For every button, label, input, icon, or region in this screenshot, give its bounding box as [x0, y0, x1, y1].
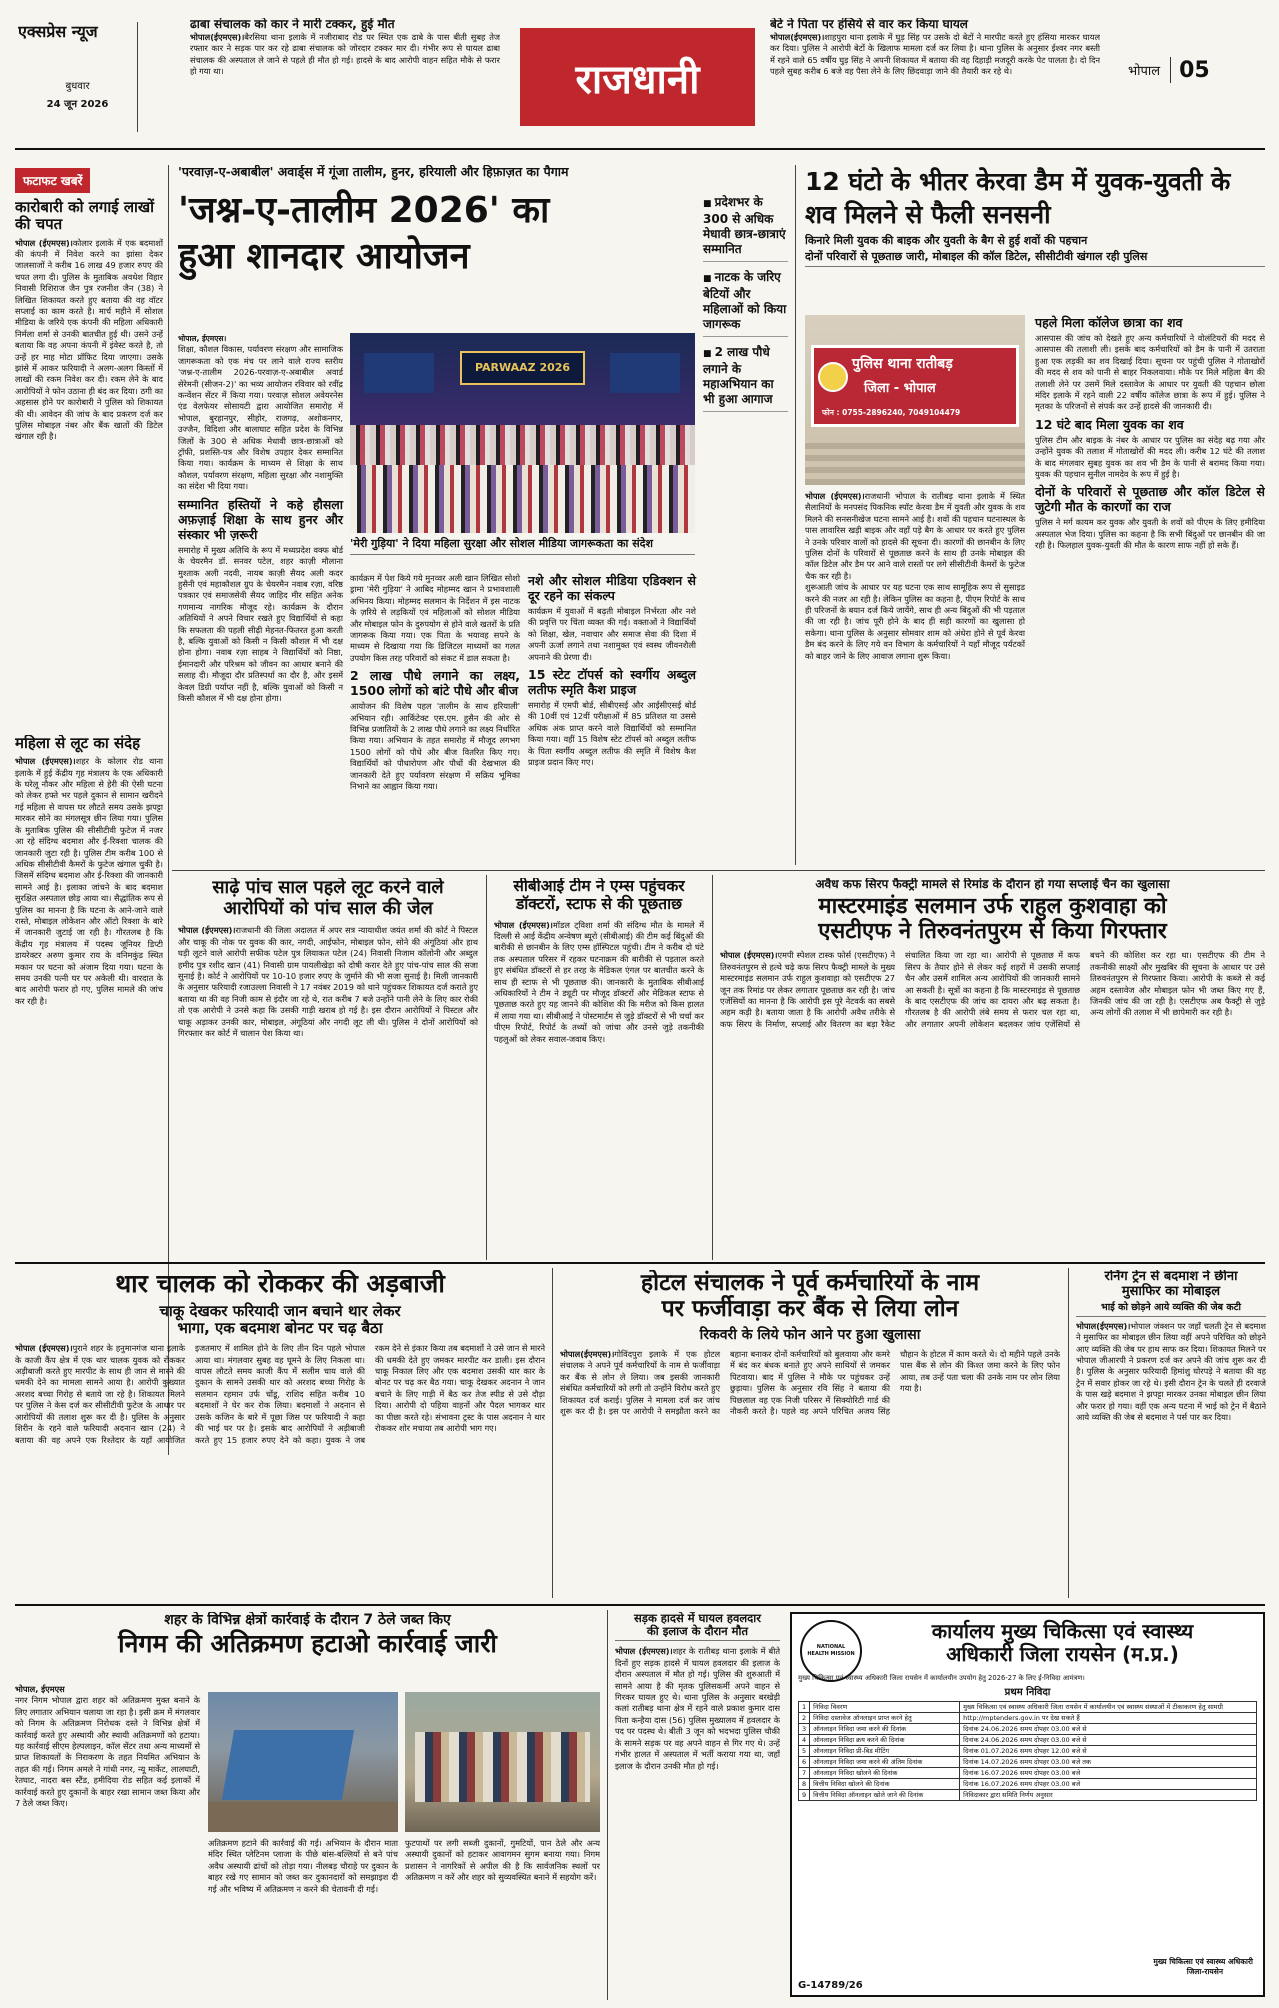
hotel-divider — [1068, 1268, 1069, 1598]
nhm-row-no: 3 — [799, 1723, 810, 1734]
nhm-row-no: 9 — [799, 1789, 810, 1800]
nhm-row-detail: दिनांक 01.07.2026 समय दोपहर 12.00 बजे से — [960, 1745, 1257, 1756]
nhm-row-item: निविदा विवरण — [810, 1701, 960, 1712]
mid-rule-2 — [15, 1262, 1265, 1264]
nhm-tender — [790, 1612, 1265, 1997]
kerwa-body-3: आसपास की जांच को देखते हुए अन्य कर्मचारियों ने वोलंटियरों की मदद से आसपास की तलाशी ली। इसके बाद कर्मचारियों को डैम के पानी में उतराता हुआ एक लड़की का शव दिखाई दिया। सूचना पर पहुंची पुलिस ने गोताखोरों की मदद से शव को पानी से बाहर निकलवाया। मौके पर मिले महिला बैग की तलाशी लेने पर उसमें मिले दस्तावेज के आधार पर युवती की पहचान छोला मंदिर इलाके में रहने वाली 22 वर्षीय कॉलेज छात्रा के रूप में हुई। पुलिस ने मृतका के परिजनों से संपर्क कर उन्हें हादसे की जानकारी दी। — [1035, 333, 1265, 412]
accident-headline-2: की इलाज के दौरान मौत — [615, 1625, 780, 1641]
jashn-subhead-4: 15 स्टेट टॉपर्स को स्वर्गीय अब्दुल लतीफ स्मृति कैश प्राइज — [528, 667, 696, 698]
fatafat-label: फटाफट खबरें — [15, 168, 90, 193]
tarp-structure — [222, 1730, 354, 1800]
jashn-bullets — [703, 195, 788, 417]
fatafat-dateline-1: भोपाल (ईएमएस)। — [15, 237, 73, 248]
nhm-row-item: ऑनलाइन निविदा क्रय करने की दिनांक — [810, 1734, 960, 1745]
crowd-row-back — [350, 425, 695, 470]
kerwa-subhead-1: पहले मिला कॉलेज छात्रा का शव — [1035, 315, 1183, 330]
nhm-row-detail: दिनांक 24.06.2026 समय दोपहर 03.00 बजे से — [960, 1734, 1257, 1745]
nigam-body-2: फुटपाथों पर लगी सब्जी दुकानों, गुमटियों, पान ठेले और अन्य अस्थायी दुकानों को हटाकर आवागमन सुगम बनाया गया। निगम प्रशासन ने नागरिकों से अपील की है कि सार्वजनिक स्थलों पर अतिक्रमण न करें और शहर को सुव्यवस्थित बनाने में सहयोग करें। — [405, 1838, 600, 1883]
salman-headline-1: मास्टरमाइंड सलमान उर्फ राहुल कुशवाहा को — [818, 893, 1167, 919]
jashn-photo-caption: 'मेरी गुड़िया' ने दिया महिला सुरक्षा और सोशल मीडिया जागरूकता का संदेश — [350, 537, 695, 555]
train-subhead: भाई को छोड़ने आये व्यक्ति की जेब कटी — [1076, 1303, 1266, 1317]
jashn-bullet-3: ■ 2 लाख पौधे लगाने के महाअभियान का भी हुआ आगाज — [703, 345, 788, 412]
nhm-title-1: कार्यालय मुख्य चिकित्सा एवं स्वास्थ्य — [931, 1619, 1194, 1643]
thar-body — [15, 1343, 545, 1558]
nhm-logo — [800, 1620, 862, 1682]
cbi-divider — [712, 875, 713, 1260]
nhm-row-item: ऑनलाइन निविदा जमा करने की अंतिम दिनांक — [810, 1756, 960, 1767]
jashn-body-col1 — [178, 333, 343, 863]
section-title: राजधानी — [575, 56, 700, 103]
accident-body — [615, 1646, 780, 1771]
paper-name — [18, 22, 138, 132]
fatafat-headline-1: कारोबारी को लगाई लाखों की चपत — [15, 198, 155, 234]
rubble — [208, 1802, 398, 1832]
kerwa-dateline: भोपाल (ईएमएस)। — [805, 491, 865, 501]
salman-text: एमपी स्पेशल टास्क फोर्स (एसटीएफ) ने तिरुवनंतपुरम से हत्थे चढ़े कफ सिरप फैक्ट्री मामले के मुख्य मास्टरमाइंड सलमान उर्फ राहुल कुशवाहा को एसटीएफ 27 जून तक रिमांड पर लेकर लगातार पूछताछ कर रही है। जांच एजेंसियों का मानना है कि आरोपी इस पूरे नेटवर्क का सबसे अहम कड़ी है। बताया जाता है कि आरोपी अवैध तरीके से कफ सिरप के निर्माण, सप्लाई और वितरण का बड़ा रैकेट संचालित किया जा रहा था। आरोपी से पूछताछ में कफ सिरप के तैयार होने से लेकर कई शहरों में उसकी सप्लाई चैन और उसमें शामिल अन्य आरोपियों की जानकारी सामने आ सकती है। सूत्रों का कहना है कि मास्टरमाइंड से पूछताछ के बाद एसटीएफ की जांच का दायरा और बढ़ सकता है। गौरतलब है की आरोपी लंबे समय से फरार चल रहा था, और लगातार अपनी लोकेशन बदलकर जांच एजेंसियों से बचने की कोशिश कर रहा था। एसटीएफ की टीम ने तकनीकी साक्ष्यों और मुखबिर की सूचना के आधार पर उसे तिरुवनंतपुरम से गिरफ्तार किया। आरोपी के कब्जे से कई अहम दस्तावेज और मोबाइल फोन भी जब्त किए गए हैं, जिनकी जांच की जा रही है। एसटीएफ अब फैक्ट्री से जुड़े अन्य लोगों की तलाश में भी छापेमारी कर रही है। — [720, 950, 1265, 1029]
loot-body — [178, 925, 478, 1039]
nhm-row-no: 4 — [799, 1734, 810, 1745]
nhm-row-no: 7 — [799, 1767, 810, 1778]
train-headline-1: रनिंग ट्रेन से बदमाश ने छीना — [1104, 1270, 1238, 1284]
nhm-table-row — [799, 1734, 1257, 1745]
nhm-row-item: ऑनलाइन निविदा खोलने की दिनांक — [810, 1767, 960, 1778]
top-left-body — [190, 32, 500, 78]
top-right-dateline: भोपाल(ईएमएस)। — [770, 31, 825, 42]
nhm-table-row — [799, 1789, 1257, 1800]
top-right-text: शाहपुरा थाना इलाके में घुड़ सिंह पर उसके दो बेटों ने मारपीट करते हुए हंसिया मारकर घायल कर दिया। पुलिस ने आरोपी बेटों के खिलाफ मामला दर्ज कर लिया है। थाना पुलिस के अनुसार ईश्वर नगर बस्ती में रहने वाले 65 वर्षीय घुड़ सिंह ने अपनी शिकायत में बताया की वह दिहाड़ी मजदूरी करके पेट पालता है। दो दिन पहले सुबह करीब 6 बजे वह पैसा लेने के लिए छिंदवाड़ा जाने की तैयारी कर रहे थे। — [770, 31, 1100, 77]
salman-headline-2: एसटीएफ ने तिरुवनंतपुरम से किया गिरफ्तार — [818, 919, 1167, 945]
nhm-row-detail: दिनांक 14.07.2026 समय दोपहर 03.00 बजे तक — [960, 1756, 1257, 1767]
nhm-table-row — [799, 1756, 1257, 1767]
masthead-date: 24 जून 2026 — [46, 99, 109, 110]
folio-city: भोपाल — [1128, 64, 1161, 79]
stage-screen-right — [610, 353, 680, 393]
cbi-text: मॉडल ट्विशा शर्मा की संदिग्ध मौत के मामले में दिल्ली से आई केंद्रीय अन्वेषण ब्यूरो (सीबीआई) की टीम कई बिंदुओं की बारीकी से छानबीन के लिए एम्स हॉस्पिटल पहुंची। टीम ने करीब दो घंटे तक अस्पताल परिसर में रहकर घटनाक्रम की बारीकी से पड़ताल करते हुए संबंधित डॉक्टरों से हर तरह के मेडिकल एंगल पर बातचीत करने के साथ ही स्टाफ से भी पूछताछ की। जानकारी के मुताबिक सीबीआई अधिकारियों ने टीम ने ड्यूटी पर मौजूद डॉक्टरों और मेडिकल स्टाफ से पूछताछ करते हुए यह जानने की कोशिश की कि मरीज को किस हालत में लाया गया था। सीबीआई ने पोस्टमार्टम से जुड़े डॉक्टरों से भी चर्चा कर पीएम रिपोर्ट, रिपोर्ट के तथ्यों को जांचा और उनसे जुड़े तकनीकी पहलुओं को लेकर सवाल-जवाब किए। — [494, 919, 704, 1044]
kerwa-body-2: शुरूआती जांच के आधार पर यह घटना एक साथ सामूहिक रूप से सुसाइड करने की नजर आ रही है। लेकिन पुलिस का कहना है, पीएम रिपोर्ट के साथ ही परिजनों के बयान दर्ज किये जायेंगे, साथ ही अन्य बिंदुओं की भी पड़ताल की जा रही है। जांच पूरी होने के बाद ही सही कारणों का खुलासा हो सकेगा। थाना पुलिस के अनुसार सोमवार शाम को अंधेरा होने से पूर्व केरवा डैम बंद करने के लिए गये वन विभाग के कर्मचारियों ने यहाँ मौजूद पर्यटकों को बाहर जाने के लिए आवाज लगाना शुरू किया। — [805, 582, 1025, 661]
top-right-brief — [770, 18, 1100, 128]
nhm-row-item: ऑनलाइन निविदा प्री-बिड मीटिंग — [810, 1745, 960, 1756]
station-sign-phone: फोन : 0755-2896240, 7049104479 — [822, 408, 961, 417]
jashn-bullet-2: ■ नाटक के जरिए बेटियों और महिलाओं को किया जागरूक — [703, 270, 788, 337]
jashn-body-col3 — [528, 573, 696, 865]
jashn-body-3: कार्यक्रम में पेश किये गये मुनव्वर अली खान लिखित सोशो ड्रामा 'मेरी गुड़िया' ने आबिद मोहम्मद खान ने प्रभावशाली अभिनय किया। मोहम्मद सलमान के निर्देशन में इस नाटक के ज़रिये से लड़कियों एवं महिलाओं को सोशल मीडिया और मोबाइल फोन के दुरुपयोग से होने वाले खतरों के प्रति जागरूक किया गया। एक पिता के भयावह सपने के माध्यम से दिखाया गया कि डिजिटल माध्यमों का गलत उपयोग किस तरह परिवारों को संकट में डाल सकता है। — [350, 573, 520, 663]
nigam-kicker: शहर के विभिन्न क्षेत्रों कार्रवाई के दौरान 7 ठेले जब्त किए — [164, 1612, 451, 1628]
jashn-headline-1: 'जश्न-ए-तालीम 2026' का — [178, 190, 550, 231]
nigam-body-col1 — [15, 1684, 200, 1994]
station-steps — [805, 440, 1025, 485]
kerwa-photo — [805, 315, 1025, 485]
hotel-headline-2: पर फर्जीवाड़ा कर बैंक से लिया लोन — [661, 1296, 959, 1323]
top-right-headline: बेटे ने पिता पर हंसिये से वार कर किया घायल — [770, 18, 968, 31]
jashn-body-6: समारोह में एमपी बोर्ड, सीबीएसई और आईसीएसई बोर्ड की 10वीं एवं 12वीं परीक्षाओं में 85 प्रतिशत या उससे अधिक अंक प्राप्त करने वाले विद्यार्थियों को सम्मानित किया गया। वहीं 15 विशेष स्टेट टॉपर्स को अब्दुल लतीफ के पिता स्वर्गीय अब्दुल लतीफ की स्मृति में विशेष कैश प्राइज प्रदान किए गए। — [528, 700, 696, 768]
hotel-headline-1: होटल संचालक ने पूर्व कर्मचारियों के नाम — [640, 1270, 980, 1296]
nhm-row-detail: निविदाकार द्वारा समिति निर्णय अनुसार — [960, 1789, 1257, 1800]
hotel-story — [560, 1270, 1060, 1600]
nhm-table-title: प्रथम निविदा — [1004, 1687, 1051, 1698]
thar-subhead-2: भागा, एक बदमाश बोनट पर चढ़ बैठा — [177, 1319, 383, 1337]
loot-text: राजधानी की जिला अदालत में अपर सत्र न्यायाधीश जयंत शर्मा की कोर्ट ने पिस्टल और चाकू की नोक पर युवक की कार, नगदी, आईफोन, मोबाइल फोन, सोने की अंगूठियां और हाथ घड़ी लूटने वाले आरोपी सफीक पटेल पुत्र लियाकत पटेल (24) निवासी निजाम कॉलोनी और अब्दुल हमीद पुत्र रशीद खान (41) निवासी ग्राम पायलीखेड़ा को दोषी करार देते हुए पांच-पांच साल की सजा सुनाई है। कोर्ट ने आरोपियों पर 10-10 हजार रुपए के जुर्माने की भी सजा सुनाई है। मिली जानकारी के अनुसार फरियादी रजाउल्ला निवासी ने 17 नवंबर 2019 को थाने पहुंचकर शिकायत दर्ज कराते हुए बताया था की वह निजी काम से इंदौर जा रहे थे, रात करीब 7 बजे उन्होंने पानी लेने के लिए कार रोकी तो एक आरोपी ने उनसे कहा कि उसकी गाड़ी खराब हो गई है। इस दौरान आरोपियों ने पिस्टल और चाकू अड़ाकर उनकी कार, मोबाइल, अंगूठियां और नगदी लूट ली थी। पुलिस ने दोनों आरोपियों को गिरफ्तार कर कोर्ट में चालान पेश किया था। — [178, 925, 478, 1039]
fatafat-text-1: कोलार इलाके में एक बदमाशों की कंपनी में निवेश करने का झांसा देकर जालसाजों ने करीब 16 लाख 49 हजार रुपए की चपत लगा दी। पुलिस के मुताबिक अवधेश विहार निवासी रिशिराज जैन पुत्र रजनीश जैन (38) ने लिखित शिकायत करते हुए बताया की वह वॉटर सप्लाई का काम करते है। मार्च महीने में सोशल मीडिया के जरिये एक कंपनी की महिला अधिकारी निर्मला शर्मा से उनकी बातचीत हुई थी। उसने उन्हें बताया कि वह अपना कंपनी में इंवेस्ट करते है, तो उन्हें हर माह मोटा प्रॉफिट दिया जाएगा। उसके झांसे में आकर फरियादी ने अलग-अलग किस्तों में लाखों की रकम निवेश कर दी। रकम लेने के बाद आरोपियों ने फोन उठाना ही बंद कर दिया। ठगी का अहसास होने पर कारोबारी ने पुलिस को शिकायत की थी। आवेदन की जांच के बाद प्रकरण दर्ज कर पुलिस मोबाइल नंबर और बैंक खातों की डिटेल खंगाल रही है। — [15, 237, 163, 442]
cbi-headline-1: सीबीआई टीम ने एम्स पहुंचकर — [513, 878, 685, 895]
nigam-dateline: भोपाल, ईएमएस — [15, 1684, 65, 1694]
kerwa-body-5: पुलिस ने मर्ग कायम कर युवक और युवती के शवों को पीएम के लिए हमीदिया अस्पताल भेज दिया। पुलिस का कहना है कि सभी बिंदुओं पर छानबीन की जा रही है। फिलहाल युवक-युवती की मौत के कारण साफ नहीं हो सके हैं। — [1035, 517, 1265, 551]
nhm-table-row — [799, 1767, 1257, 1778]
nhm-row-detail: दिनांक 24.06.2026 समय दोपहर 03.00 बजे से — [960, 1723, 1257, 1734]
crowd-row-front — [350, 465, 695, 533]
kerwa-body-1: राजधानी भोपाल के रातीबड़ थाना इलाके में स्थित सैलानियों के मनपसंद पिकनिक स्पॉट केरवा डैम में युवती और युवक के शव मिलने की सनसनीखेज घटना सामने आई है। शवों की पहचान घटनास्थल के पास लावारिस खड़ी बाइक और वहाँ पड़े बैग के आधार पर करते हुए पुलिस ने उनके परिवार वालों को हादसे की सूचना दी। कारणों की छानबीन के लिए पुलिस दोनों के परिवारों से पूछताछ करने के साथ ही उनके मोबाइल की कॉल डिटेल और डैम पर आने वाले रास्तों पर लगे सीसीटीवी कैमरों के फुटेज चैक कर रही है। — [805, 491, 1025, 581]
thar-text: पुराने शहर के हनुमानगंज थाना इलाके के काजी कैंप क्षेत्र में एक थार चालक युवक को रोककर अड़ीबाजी करते हुए मारपीट के साथ ही जान से मारने की धमकी देने का मामला सामने आया है। आरोपी कुख्यात अरशद बच्चा गिरोह से बताये जा रहे है। शिकायत मिलने पर पुलिस ने केस दर्ज कर सीसीटीवी फुटेज के आधार पर आरोपियों की तलाश शुरू कर दी है। पुलिस के अनुसार शिरीन के रहने वाले फरियादी अदनान खान (24) ने बताया की वह अपने एक रिश्तेदार के यहाँ आयोजित इजतमाए में शामिल होने के लिए तीन दिन पहले भोपाल आया था। मंगलवार सुबह वह घूमने के लिए निकला था। वापस लौटते समय काजी कैंप में सलीम चाय वाले की दुकान के सामने उसकी थार को अरशद बच्चा गिरोह के सलमान रहमान उर्फ चोंडू, राशिद सहित करीब 10 बदमाशों ने घेर कर रोक लिया। बदमाशों ने अदनान से उसके कजिन के बारे में पूछा जिस पर फरियादी ने कहा की भाई घर पर है। इसके बाद आरोपियों ने अड़ीबाजी करते हुए 15 हजार रुपए देने को कहा। युवक ने जब रकम देने से इंकार किया तब बदमाशों ने उसे जान से मारने की धमकी देते हुए जमकर मारपीट कर डाली। इस दौरान चाकू निकाल लिए और एक बदमाश उसकी थार कार के बोनट पर चढ़ कर बैठ गया। चाकू देखकर अदनान ने जान बचाने के लिए गाड़ी में बैठ कर तेज स्पीड से उसे दौड़ा दिया। आरोपी दो पहिया वाहनों और पैदल भागकर थार का पीछा करते रहे। संभावना ट्रस्ट के पास अदनान ने थार रोककर शोर मचाया तब आरोपी भाग गए। — [15, 1343, 545, 1445]
nhm-row-item: निविदा दस्तावेज ऑनलाइन प्राप्त करने हेतु — [810, 1712, 960, 1723]
masthead — [0, 0, 1279, 150]
top-left-dateline: भोपाल(ईएमएस)। — [190, 31, 245, 42]
nigam-photo-left — [208, 1692, 398, 1832]
jashn-body-col2 — [350, 573, 520, 865]
jashn-divider — [795, 165, 796, 865]
train-dateline: भोपाल(ईएमएस)। — [1076, 1320, 1131, 1331]
kerwa-body-col2 — [1035, 315, 1265, 865]
accident-story — [615, 1612, 780, 1997]
train-body — [1076, 1321, 1266, 1424]
hotel-dateline: भोपाल(ईएमएस)। — [560, 1348, 615, 1359]
fatafat-headline-2: महिला से लूट का संदेह — [15, 735, 141, 752]
nhm-table-row — [799, 1723, 1257, 1734]
folio-divider — [1170, 57, 1171, 83]
station-board — [811, 345, 1019, 427]
fatafat-text-2: शहर के कोलार रोड थाना इलाके में हुई केंद्रीय गृह मंत्रालय के एक अधिकारी के घरेलू नौकर और महिला से हेरी की ऐसी घटना को लेकर हफ्ते भर पहले दुकान से सामान खरीदने गई महिला से वापस घर लौटते समय उसके झपट्टा मारकर सोने का मंगलसूत्र छीन लिया गया। पुलिस के मुताबिक पुलिस की सीसीटीवी फुटेज में नजर आ रहे संदिग्ध बदमाश और ई-रिक्शा चालक की जानकारी जुटा रही है। पुलिस टीम करीब 100 से अधिक सीसीटीवी कैमरों के फुटेज खंगाल चुकी है। जिसमें संदिग्ध बदमाश और ई-रिक्शा की जानकारी सामने आई है। इलाका जांचने के बाद बदमाश सुरक्षित अस्पताल छोड़ आया था। सैद्धांतिक रूप से पुलिस का मानना है कि घटना के आने-जाने वाले रास्ते, मोबाइल लोकेशन और ऑटो रिक्शा के बारे में जानकारी जुटाई जा रही है। गौरतलब है कि केंद्रीय गृह मंत्रालय में पदस्थ जूनियर डिप्टी डायरेक्टर अरुण कुमार राय के वनिमकुंड स्थित मकान पर घटना को अंजाम दिया गया। घटना के समय उनकी पत्नी घर पर अकेली थी। वारदात के बाद आरोपी फरार हो गए, पुलिस मामले की जांच कर रही है। — [15, 756, 163, 1006]
nigam-photo-right — [405, 1692, 600, 1832]
accident-dateline: भोपाल (ईएमएस)। — [615, 1646, 673, 1657]
top-left-text: बैरसिया थाना इलाके में नजीराबाद रोड पर स्थित एक ढाबे के पास बीती सुबह तेज रफ्तार कार ने सड़क पार कर रहे ढाबा संचालक को जोरदार टक्कर मार दी। गंभीर रूप से घायल ढाबा संचालक की अस्पताल ले जाने से पहले ही मौत हो गई। हादसे के बाद आरोपी वाहन सहित मौके से फरार हो गया था। — [190, 31, 500, 77]
jashn-subhead-3: नशे और सोशल मीडिया एडिक्शन से दूर रहने का संकल्प — [528, 573, 696, 603]
fatafat-dateline-2: भोपाल (ईएमएस)। — [15, 756, 76, 767]
mid-rule-1 — [172, 870, 1265, 871]
jashn-body-5: कार्यक्रम में युवाओं में बढ़ती मोबाइल निर्भरता और नशे की प्रवृत्ति पर चिंता व्यक्त की गई। वक्ताओं ने विद्यार्थियों को शिक्षा, खेल, नवाचार और समाज सेवा की दिशा में अपनी ऊर्जा लगाने तथा नशामुक्त एवं स्वस्थ जीवनशैली अपनाने की प्रेरणा दी। — [528, 606, 696, 662]
nigam-body-1: नगर निगम भोपाल द्वारा शहर को अतिक्रमण मुक्त बनाने के लिए लगातार अभियान चलाया जा रहा है। इसी क्रम में मंगलवार को निगम के अतिक्रमण निरोधक दस्ते ने विभिन्न क्षेत्रों में कार्रवाई करते हुए अस्थायी और स्थायी अतिक्रमणों को हटाया। यह कार्रवाई सीएम हेल्पलाइन, कॉल सेंटर तथा अन्य माध्यमों से प्राप्त शिकायतों के निराकरण के तहत नियमित अभियान के तहत की गई। निगम अमले ने गांधी नगर, न्यू मार्केट, लालघाटी, रेतघाट, नादरा बस स्टैंड, हमीदिया रोड सहित कई इलाकों में कार्रवाई करते हुए दुकानों के बाहर रखा सामान जब्त किया और 7 ठेले जब्त किए। — [15, 1695, 200, 1809]
kerwa-bullet-2: दोनों परिवारों से पूछताछ जारी, मोबाइल की कॉल डिटेल, सीसीटीवी खंगाल रही पुलिस — [805, 251, 1265, 268]
kerwa-subhead-2: 12 घंटे बाद मिला युवक का शव — [1035, 416, 1184, 432]
train-headline-2: मुसाफिर का मोबाइल — [1121, 1283, 1221, 1299]
nhm-table-row — [799, 1712, 1257, 1723]
nigam-photo-caption — [208, 1838, 398, 1994]
page-folio — [1128, 50, 1268, 90]
nhm-code: G-14789/26 — [798, 1980, 863, 1991]
nhm-title-2: अधिकारी जिला रायसेन (म.प्र.) — [946, 1642, 1179, 1666]
folio-page: 05 — [1179, 57, 1210, 83]
top-left-headline: ढाबा संचालक को कार ने मारी टक्कर, हुई मौत — [190, 18, 395, 31]
station-sign-district: जिला - भोपाल — [864, 381, 936, 396]
kerwa-subhead-3: दोनों के परिवारों से पूछताछ और कॉल डिटेल से जुटेगी मौत के कारणों का राज — [1035, 484, 1265, 515]
kerwa-bullet-1: किनारे मिली युवक की बाइक और युवती के बैग से हुई शवों की पहचान — [805, 234, 1088, 247]
jashn-body-4: आयोजन की विशेष पहल 'तालीम के साथ हरियाली' अभियान रही। आर्किटेक्ट एस.एम. हुसैन की ओर से विभिन्न प्रजातियों के 2 लाख पौधे लगाने का लक्ष्य निर्धारित किया गया। अभियान के तहत समारोह में मौजूद लगभग 1500 लोगों को पौधे और बीज वितरित किए गए। विद्यार्थियों को पौधारोपण और पौधों की देखभाल की जानकारी देते हुए पर्यावरण संरक्षण में सक्रिय भूमिका निभाने का आह्वान किया गया। — [350, 701, 520, 792]
jashn-photo — [350, 333, 695, 533]
nigam-headline: निगम की अतिक्रमण हटाओ कार्रवाई जारी — [118, 1629, 497, 1659]
nhm-signature-1: मुख्य चिकित्सा एवं स्वास्थ्य अधिकारी — [1153, 1957, 1253, 1966]
top-left-brief — [190, 18, 500, 128]
nhm-row-no: 6 — [799, 1756, 810, 1767]
mid-rule-3 — [15, 1604, 1265, 1606]
station-sign-name: पुलिस थाना रातीबड़ — [852, 356, 953, 372]
top-right-body — [770, 32, 1100, 78]
thar-dateline: भोपाल (ईएमएस)। — [15, 1343, 73, 1354]
nhm-row-detail: http://mptenders.gov.in पर देख सकते हैं — [960, 1712, 1257, 1723]
nhm-row-no: 2 — [799, 1712, 810, 1723]
train-story — [1076, 1270, 1266, 1600]
nhm-row-no: 8 — [799, 1778, 810, 1789]
nhm-table-row — [799, 1701, 1257, 1712]
thar-subhead-1: चाकू देखकर फरियादी जान बचाने थार लेकर — [159, 1301, 401, 1320]
kerwa-headline: 12 घंटो के भीतर केरवा डैम में युवक-युवती के शव मिलने से फैली सनसनी — [805, 167, 1231, 229]
loot-headline-2: आरोपियों को पांच साल की जेल — [223, 897, 433, 919]
nigam-divider — [607, 1610, 608, 2000]
loot-headline-1: साढ़े पांच साल पहले लूट करने वाले — [212, 878, 444, 898]
nhm-table-row — [799, 1778, 1257, 1789]
kerwa-body-col1 — [805, 491, 1025, 865]
salman-dateline: भोपाल (ईएमएस)। — [720, 950, 778, 961]
jashn-body-2: समारोह में मुख्य अतिथि के रूप में मध्यप्रदेश वक्फ बोर्ड के चेयरमैन डॉ. सनवर पटेल, शहर काज़ी मौलाना मुश्ताक अली नदवी, नायब काज़ी सैयद अली कदर हुसैनी एवं महाकौशल ग्रुप के चेयरमैन नवाब रज़ा, वरिष्ठ पत्रकार एवं समाजसेवी सैयद जाहिद मीर सहित अनेक गणमान्य नागरिक मौजूद रहे। कार्यक्रम के दौरान अतिथियों ने अपने विचार रखते हुए विद्यार्थियों से कहा कि सफलता की पहली सीढ़ी मेहनत-फितरत हुआ करती है, बल्कि युवाओं को किसी न किसी कौशल में भी दक्ष होना होगा। नवाब रज़ा साहब ने विद्यार्थियों को निष्ठा, ईमानदारी और परिश्रम को जीवन का आधार बनाने की सलाह दी। मौजूदा दौर प्रतिस्पर्धा का दौर है, और इसमें केवल डिग्री पर्याप्त नहीं है, बल्कि युवाओं को किसी न किसी कौशल में भी दक्ष होना होगा। — [178, 544, 343, 703]
jashn-photo-banner: PARWAAZ 2026 — [460, 351, 585, 385]
fatafat-body-2 — [15, 756, 163, 1007]
police-emblem — [818, 362, 848, 392]
nhm-row-item: वित्तीय निविदा ऑनलाइन खोले जाने की दिनांक — [810, 1789, 960, 1800]
masthead-rule — [15, 148, 1265, 150]
jashn-body-1: शिक्षा, कौशल विकास, पर्यावरण संरक्षण और सामाजिक जागरूकता को एक मंच पर लाने वाले राज्य स्तरीय 'जश्न-ए-तालीम 2026-परवाज़-ए-अबाबील अवार्ड सेरेमनी (सीजन-2)' का भव्य आयोजन रविवार को रवींद्र कन्वेंशन सेंटर में किया गया। परवाज़ सोशल अवेयरनेस एंड वेलफेयर सोसायटी द्वारा आयोजित समारोह में भोपाल, बुरहानपुर, सीहोर, राजगढ़, अशोकनगर, उज्जैन, विदिशा और बालाघाट सहित प्रदेश के विभिन्न जिलों के 300 से अधिक मेधावी छात्र-छात्राओं को ट्रॉफी, प्रशस्ति-पत्र और विशेष उपहार देकर सम्मानित किया गया। कार्यक्रम के माध्यम से शिक्षा के साथ कौशल, पर्यावरण संरक्षण, महिला सुरक्षा और नशामुक्ति का संदेश भी दिया गया। — [178, 344, 343, 492]
nhm-row-detail: दिनांक 16.07.2026 समय दोपहर 03.00 बजे — [960, 1767, 1257, 1778]
nigam-story — [15, 1612, 600, 1997]
nigam-body-col3 — [405, 1838, 600, 1994]
jashn-headline-2: हुआ शानदार आयोजन — [178, 236, 470, 277]
nhm-intro: मुख्य चिकित्सा एवं स्वास्थ्य अधिकारी जिला रायसेन में कार्यालयीन उपयोग हेतु 2026-27 के लिए ई-निविदा आमंत्रण। — [798, 1674, 1085, 1682]
jashn-bullet-1: ■ प्रदेशभर के 300 से अधिक मेधावी छात्र-छात्राएं सम्मानित — [703, 195, 788, 262]
nhm-row-item: वित्तीय निविदा खोलने की दिनांक — [810, 1778, 960, 1789]
hotel-subhead: रिकवरी के लिये फोन आने पर हुआ खुलासा — [699, 1326, 921, 1343]
loot-dateline: भोपाल (ईएमएस)। — [178, 925, 236, 936]
nhm-row-no: 1 — [799, 1701, 810, 1712]
cbi-story — [494, 878, 704, 1258]
thar-headline: थार चालक को रोककर की अड़बाजी — [115, 1270, 445, 1298]
salman-kicker: अवैध कफ सिरप फैक्ट्री मामले से रिमांड के दौरान हो गया सप्लाई चैन का खुलासा — [815, 878, 1170, 891]
nhm-logo-text: NATIONAL HEALTH MISSION — [807, 1644, 855, 1657]
nhm-table — [798, 1701, 1257, 1801]
section-banner — [520, 28, 755, 126]
nhm-table-row — [799, 1745, 1257, 1756]
jashn-subhead-1: सम्मानित हस्तियों ने कहे हौसला अफ़ज़ाई शिक्षा के साथ हुनर और संस्कार भी ज़रूरी — [178, 496, 343, 542]
hotel-text: गोविंदपुरा इलाके में एक होटल संचालक ने अपने पूर्व कर्मचारियों के नाम से फर्जीवाड़ा कर बैंक से लोन ले लिया। जब इसकी जानकारी संबंधित कर्मचारियों को लगी तो उन्होंने विरोध करते हुए शिकायत दर्ज कराई। पुलिस ने मामला दर्ज कर जांच शुरू कर दी है। इस पर आरोपी ने समझौता करने का बहाना बनाकर दोनों कर्मचारियों को बुलवाया और कमरे में बंद कर बंधक बनाते हुए अपने साथियों से जमकर पिटवाया। बाद में पुलिस ने मौके पर पहुंचकर उन्हें छुड़ाया। पुलिस के अनुसार रवि सिंह ने बताया की पिछलाल वह एक निजी परिसर में सिक्योरिटी गार्ड की नौकरी करते है। पहले वह अपने परिचित अजय सिंह चौहान के होटल में काम करते थे। दो महीने पहले उनके पास बैंक से लोन की किश्त जमा करने के लिए फोन आया, तब उन्हें पता चला की उनके नाम पर लोन लिया गया है। — [560, 1348, 1060, 1416]
kerwa-body-4: पुलिस टीम और बाइक के नंबर के आधार पर पुलिस का संदेह बढ़ गया और उन्होंने युवक की तलाश में गोताखोरों की मदद ली। करीब 12 घंटे की तलाश के बाद मंगलवार सुबह युवक का शव भी डैम के पानी से बरामद किया गया। युवक की पहचान सुनील नामदेव के रूप में हुई है। — [1035, 434, 1265, 480]
jashn-kicker: 'परवाज़-ए-अबाबील' अवार्ड्स में गूंजा तालीम, हुनर, हरियाली और हिफ़ाज़त का पैगाम — [178, 165, 569, 179]
salman-body — [720, 950, 1265, 1235]
jashn-story — [178, 165, 788, 865]
loot-story — [178, 878, 478, 1258]
accident-headline-1: सड़क हादसे में घायल हवलदार — [634, 1612, 761, 1625]
nhm-row-no: 5 — [799, 1745, 810, 1756]
loot-divider — [486, 875, 487, 1260]
kerwa-story — [805, 165, 1265, 865]
cbi-body — [494, 920, 704, 1045]
train-text: भोपाल जंक्शन पर जहाँ चलती ट्रेन से बदमाश ने मुसाफिर का मोबाइल छीन लिया वहीं अपने परिचित को छोड़ने आए व्यक्ति की जेब पर हाथ साफ कर दिया। शिकायत मिलने पर भोपाल जीआरपी ने प्रकरण दर्ज कर अपने की जांच शुरू कर दी है। पुलिस के अनुसार फरियादी हिमांशु घोरपड़े ने बताया की वह ट्रेन में सवार होकर जा रहे थे। इसी दौरान ट्रेन के चलते ही दरवाजे के पास खड़े बदमाश ने झपट्टा मारकर उनका मोबाइल छीन लिया और फरार हो गया। वहीं एक अन्य घटना में भाई को ट्रेन में बैठाने आये व्यक्ति की जेब से बदमाश ने पर्स पार कर दिया। — [1076, 1320, 1266, 1423]
paper-title: एक्सप्रेस न्यूज — [18, 22, 98, 41]
nhm-row-detail: दिनांक 16.07.2026 समय दोपहर 03.00 बजे — [960, 1778, 1257, 1789]
stage-screen-left — [364, 353, 434, 393]
nhm-row-item: ऑनलाइन निविदा जमा करने की दिनांक — [810, 1723, 960, 1734]
fatafat-body-1 — [15, 238, 163, 443]
salman-story — [720, 878, 1265, 1258]
fatafat-column — [15, 168, 163, 728]
thar-story — [15, 1270, 545, 1600]
nhm-row-detail: मुख्य चिकित्सा एवं स्वास्थ्य अधिकारी जिला रायसेन में कार्यालयीन एवं स्वास्थ्य संस्थाओं में टीकाकरण हेतु सामग्री — [960, 1701, 1257, 1712]
nigam-caption-text: अतिक्रमण हटाने की कार्रवाई की गई। अभियान के दौरान माता मंदिर स्थित प्लेटिनम प्लाजा के पीछे बांस-बल्लियों से बने पांच अवैध अस्थायी ढांचों को तोड़ा गया। नीलबड़ चौराहे पर दुकान के बाहर रखे गए सामान को जब्त कर दुकानदारों को समझाइश दी गई और भविष्य में अतिक्रमण न करने की चेतावनी दी गई। — [208, 1838, 398, 1894]
hotel-body — [560, 1349, 1060, 1559]
cbi-headline-2: डॉक्टरों, स्टाफ से की पूछताछ — [516, 894, 682, 913]
jashn-subhead-2: 2 लाख पौधे लगाने का लक्ष्य, 1500 लोगों को बांटे पौधे और बीज — [350, 668, 520, 699]
cbi-dateline: भोपाल (ईएमएस)। — [494, 919, 553, 930]
jashn-dateline: भोपाल, ईएमएस। — [178, 334, 227, 343]
thar-divider — [552, 1268, 553, 1598]
crowd-people — [415, 1732, 590, 1802]
accident-text: शहर के रातीबड़ थाना इलाके में बीते दिनों हुए सड़क हादसे में घायल हवलदार की इलाज के दौरान अस्पताल में मौत हो गई। पुलिस की शुरुआती में सामने आया है की मृतक पुलिसकर्मी अपने वाहन से गिरकर घायल हुए थे। थाना पुलिस के अनुसार बरखेड़ी कलां रातीबड़ थाना क्षेत्र में रहने वाले प्रकाश कुमार दास पिता कन्हैया दास (56) पुलिस मुख्यालय में हवलदार के पद पर पदस्थ थे। बीती 3 जून को भदभदा पुलिस चौकी के सामने सड़क पर वह अपने वाहन से गिर गए थे। उन्हें गंभीर हालत में अस्पताल में भर्ती कराया गया था, जहाँ इलाज के दौरान उनकी मौत हो गई। — [615, 1646, 780, 1771]
masthead-day: बुधवार — [65, 81, 90, 92]
nhm-signature-2: जिला-रायसेन — [1186, 1967, 1223, 1976]
